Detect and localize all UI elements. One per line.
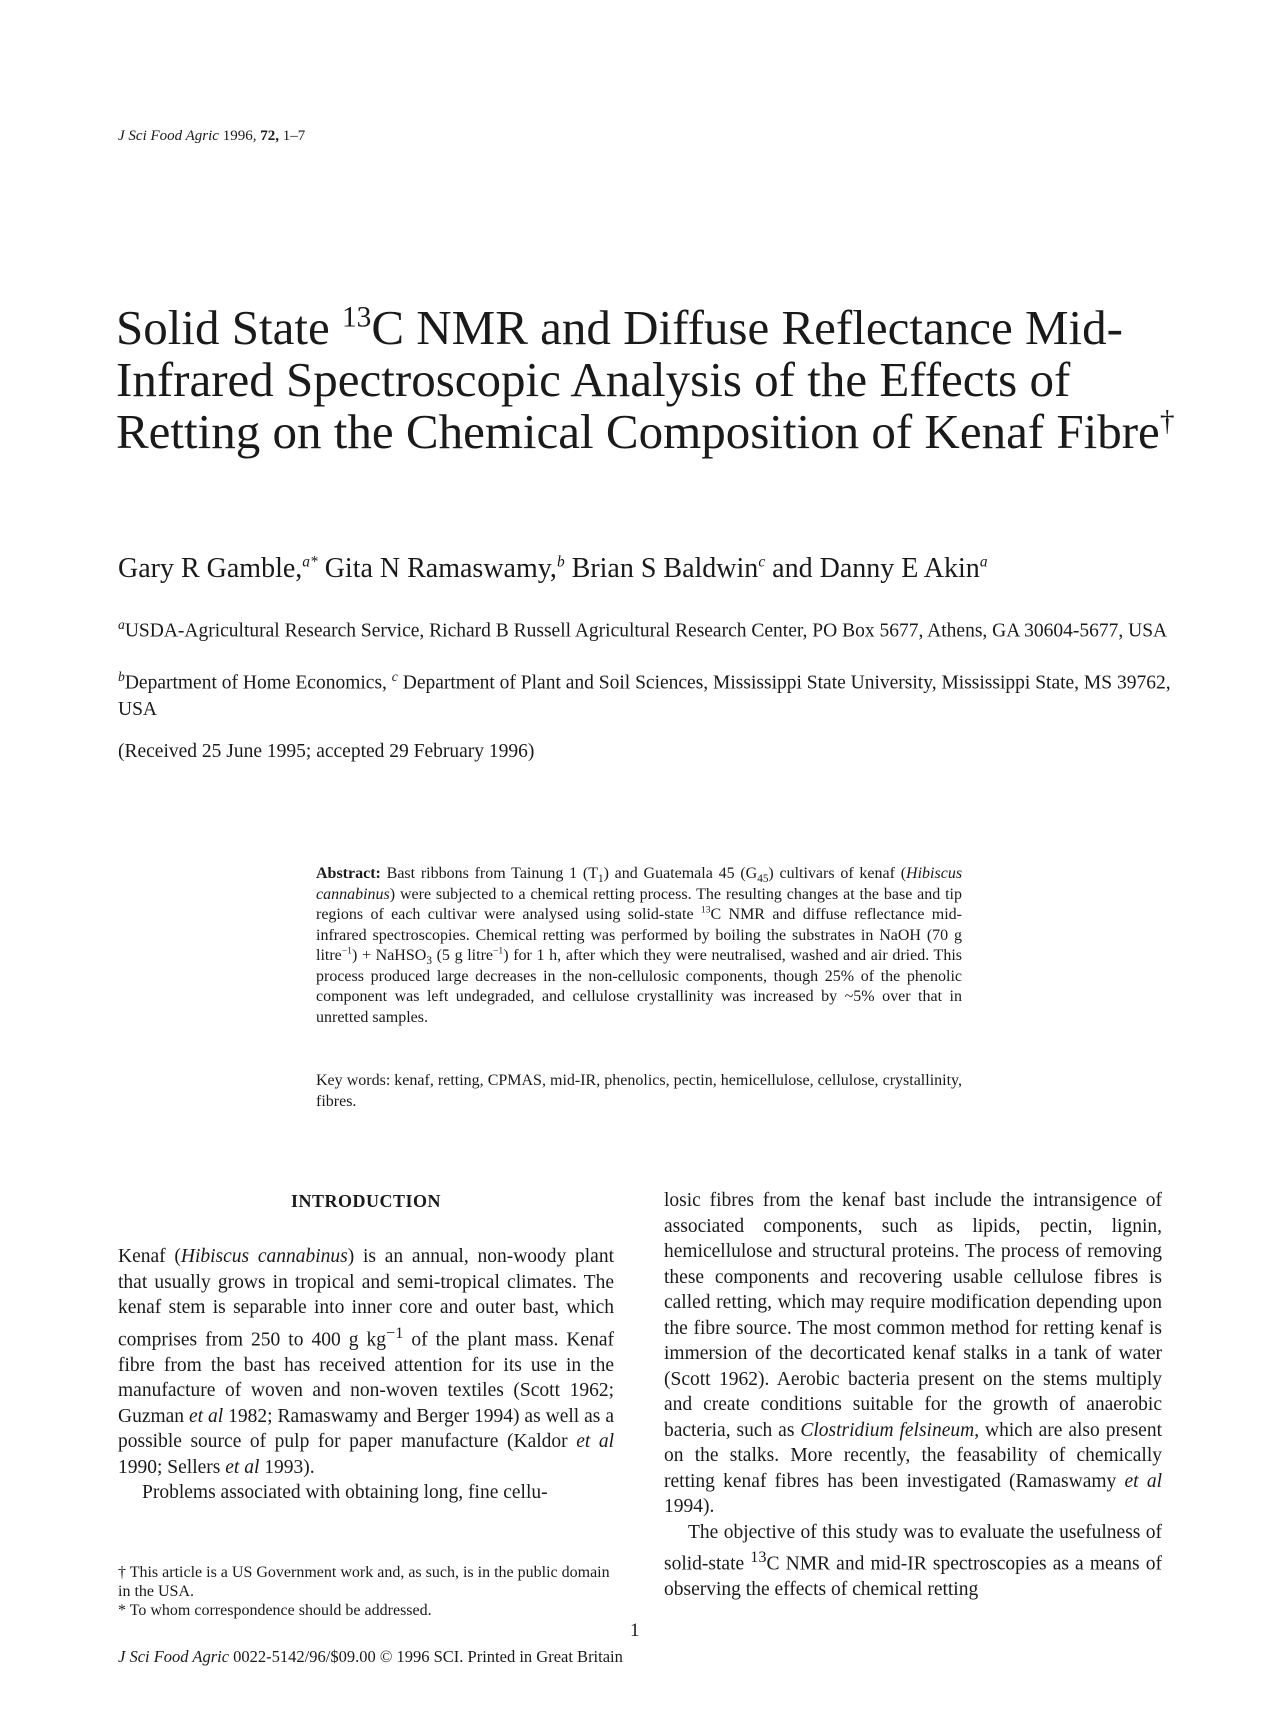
paragraph: Problems associated with obtaining long, fine cellu- bbox=[142, 1482, 548, 1503]
author-name: Danny E Akin bbox=[819, 553, 980, 584]
page-number: 1 bbox=[630, 1620, 640, 1641]
paragraph: losic fibres from the kenaf bast include the intransigence of associated components, such as lipids, pectin, lignin, hemicellulose and structural proteins. The process of removing these components and recovering usable cellulose fibres is called retting, which may require modification depending upon the fibre source. The most common method for retting kenaf is immersion of the decorticated kenaf stalks in a tank of water (Scott 1962). Aerobic bacteria present on the stems multiply and create conditions suitable for the growth of anaerobic bacteria, such as Clostridium felsineum, which are also present on the stalks. More recently, the feasability of chemically retting kenaf fibres has been investigated (Ramaswamy et al 1994). bbox=[664, 1190, 1163, 1517]
journal-volume: 72, bbox=[260, 128, 279, 144]
abstract: Abstract: Bast ribbons from Tainung 1 $(T_1)$ and Guatemala 45 $(G_{45})$ cultivars of kenaf (Hibiscus cannabinus) were subjected to a chemical retting process. The resulting changes at the base and tip regions of each cultivar were analysed using solid-state $^{13}$C NMR and diffuse reflectance mid-infrared spectroscopies. Chemical retting was performed by boiling the substrates in NaOH (70 g litre$^{-1}$) + NaHSO$_3$ (5 g litre$^{-1}$) for 1 h, after which they were neutralised, washed and air dried. This process produced large decreases in the non-cellulosic components, though 25% of the phenolic component was left undegraded, and cellulose crystallinity was increased by ~5% over that in unretted samples. bbox=[316, 865, 963, 1026]
running-header bbox=[118, 128, 305, 145]
footnote-asterisk: * To whom correspondence should be addressed. bbox=[118, 1602, 432, 1619]
footer-text: 0022-5142/96/$09.00 © 1996 SCI. Printed in Great Britain bbox=[233, 1647, 623, 1666]
author-list: Gary R Gamble,$^{a*}$ Gita N Ramaswamy,$^b$ Brian S Baldwin$^c$ and Danny E Akin$^a$ bbox=[118, 553, 988, 584]
journal-pages: 1–7 bbox=[282, 128, 306, 144]
body-column-left bbox=[118, 1244, 614, 1506]
footnotes bbox=[118, 1563, 614, 1620]
body-column-right bbox=[664, 1188, 1162, 1603]
section-heading: INTRODUCTION bbox=[290, 1191, 442, 1211]
author-name: Gita N Ramaswamy, bbox=[324, 553, 557, 584]
received-dates: (Received 25 June 1995; accepted 29 February 1996) bbox=[118, 741, 535, 762]
keywords: Key words: kenaf, retting, CPMAS, mid-IR, phenolics, pectin, hemicellulose, cellulose, crystallinity, fibres. bbox=[316, 1072, 962, 1110]
author-name: Brian S Baldwin bbox=[571, 553, 759, 584]
footnote-dagger: † This article is a US Government work and, as such, is in the public domain in the USA. bbox=[118, 1564, 610, 1600]
footer bbox=[118, 1647, 623, 1667]
affiliation-a: $^a$USDA-Agricultural Research Service, Richard B Russell Agricultural Research Center, PO Box 5677, Athens, GA 30604-5677, USA bbox=[118, 617, 1168, 642]
footer-journal: J Sci Food Agric bbox=[118, 1647, 230, 1666]
author-name: Gary R Gamble, bbox=[118, 553, 303, 584]
journal-name: J Sci Food Agric bbox=[118, 128, 219, 144]
affiliation-b-c: $^b$Department of Home Economics, $^c$ Department of Plant and Soil Sciences, Mississippi State University, Mississippi State, MS 39762, USA bbox=[118, 669, 1171, 720]
paragraph: The objective of this study was to evaluate the usefulness of solid-state $^{13}$C NMR and mid-IR spectroscopies as a means of observing the effects of chemical retting bbox=[664, 1521, 1162, 1600]
paper-title: Solid State $^{13}$C NMR and Diffuse Reflectance Mid-Infrared Spectroscopic Analysis of the Effects of Retting on the Chemical Composition of Kenaf Fibre† bbox=[116, 300, 1175, 459]
paragraph: Kenaf (Hibiscus cannabinus) is an annual, non-woody plant that usually grows in tropical and semi-tropical climates. The kenaf stem is separable into inner core and outer bast, which comprises from 250 to 400 g $kg^{-1}$ of the plant mass. Kenaf fibre from the bast has received attention for its use in the manufacture of woven and non-woven textiles (Scott 1962; Guzman et al 1982; Ramaswamy and Berger 1994) as well as a possible source of pulp for paper manufacture (Kaldor et al 1990; Sellers et al 1993). bbox=[118, 1246, 615, 1478]
journal-year: 1996, bbox=[222, 128, 257, 144]
